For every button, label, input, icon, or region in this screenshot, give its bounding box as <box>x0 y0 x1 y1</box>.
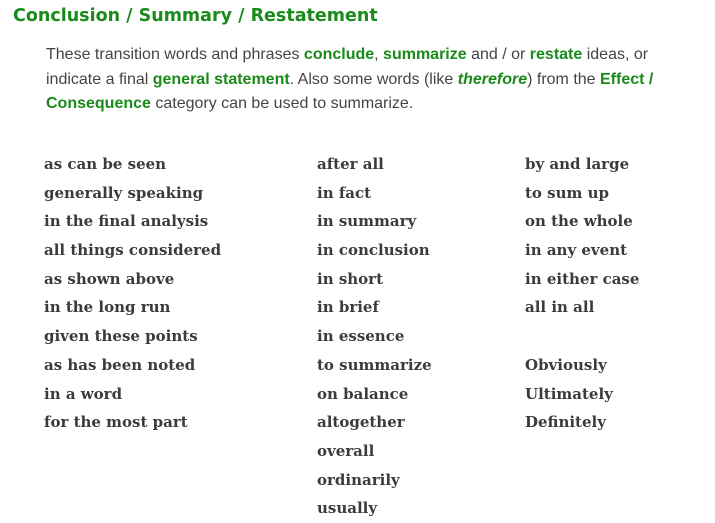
phrase-item: in the long run <box>44 298 171 317</box>
phrase-column-2 <box>317 150 432 523</box>
phrase-item: Ultimately <box>525 384 613 403</box>
keyword-general-statement: general statement <box>152 70 290 88</box>
phrase-item: as can be seen <box>44 155 167 173</box>
phrase-item: in short <box>317 269 384 288</box>
phrase-item: Definitely <box>525 413 606 432</box>
intro-text: and / or <box>466 46 530 63</box>
phrase-item: to summarize <box>317 355 432 374</box>
section-heading: Conclusion / Summary / Restatement <box>13 6 378 26</box>
intro-text: , <box>374 46 384 63</box>
phrase-item: on the whole <box>525 212 633 231</box>
phrase-item: all in all <box>525 298 595 317</box>
phrase-item: in the final analysis <box>44 212 209 231</box>
phrase-item: in either case <box>525 269 640 288</box>
keyword-conclude: conclude <box>303 46 375 63</box>
intro-paragraph <box>46 43 706 117</box>
phrase-item: in essence <box>317 327 405 346</box>
phrase-item <box>525 322 639 351</box>
phrase-item: all things considered <box>44 241 222 260</box>
keyword-effect-consequence: Effect / Consequence <box>46 70 654 112</box>
phrase-item: in brief <box>317 298 379 317</box>
phrase-item: in fact <box>317 183 372 202</box>
phrase-item: in a word <box>44 384 123 403</box>
phrase-item: in any event <box>525 241 628 260</box>
phrase-item: altogether <box>317 413 405 432</box>
phrase-column-3 <box>525 150 639 437</box>
phrase-item: in summary <box>317 212 417 231</box>
phrase-item: given these points <box>44 327 198 346</box>
phrase-column-1 <box>44 150 221 437</box>
intro-text: category can be used to summarize. <box>150 95 414 112</box>
intro-text: ) from the <box>527 70 600 88</box>
intro-text: ideas, or indicate a final <box>46 46 649 88</box>
phrase-item: by and large <box>525 155 630 173</box>
phrase-item: for the most part <box>44 413 188 432</box>
phrase-item: usually <box>317 499 378 518</box>
phrase-item: overall <box>317 441 375 460</box>
phrase-item: in conclusion <box>317 241 430 260</box>
phrase-item: on balance <box>317 384 409 403</box>
phrase-item: to sum up <box>525 183 609 202</box>
phrase-item: Obviously <box>525 355 607 374</box>
phrase-item: after all <box>317 155 384 173</box>
keyword-summarize: summarize <box>383 46 467 63</box>
phrase-item: as has been noted <box>44 355 196 374</box>
intro-text: These transition words and phrases <box>46 46 304 63</box>
phrase-item: ordinarily <box>317 470 400 489</box>
intro-text: . Also some words (like <box>289 70 458 88</box>
keyword-restate: restate <box>529 46 583 63</box>
keyword-therefore: therefore <box>457 70 528 88</box>
phrase-item: as shown above <box>44 269 175 288</box>
phrase-item: generally speaking <box>44 183 204 202</box>
